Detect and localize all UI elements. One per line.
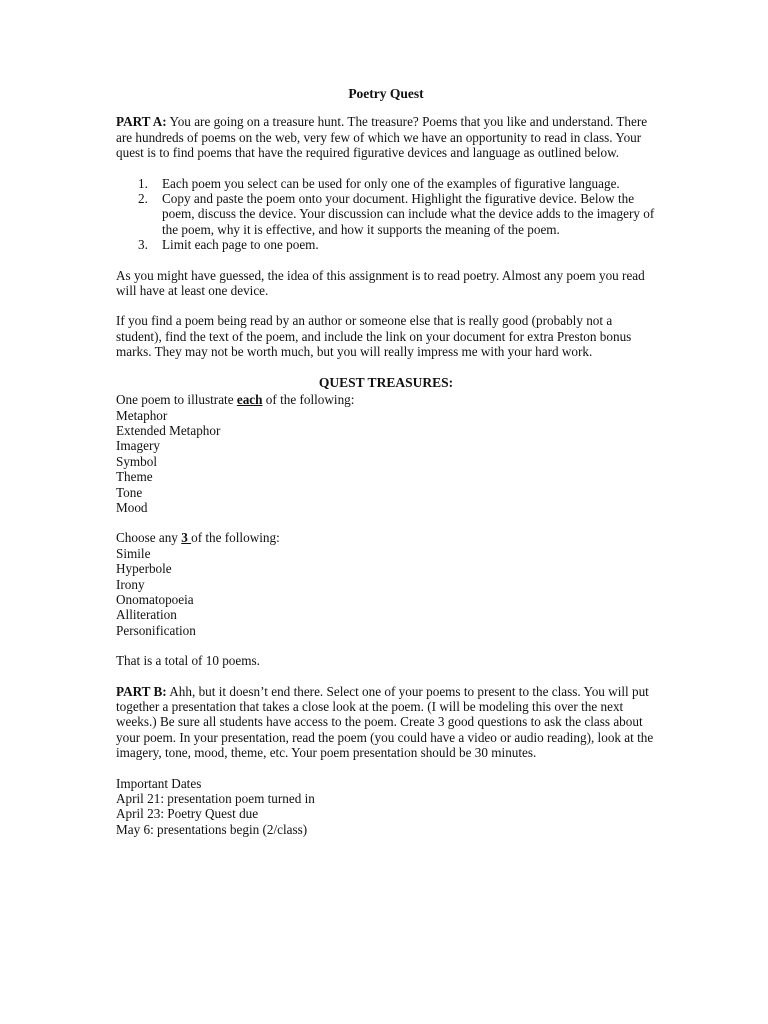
rule-number: 2. (138, 191, 148, 207)
rules-list (116, 176, 656, 253)
list-item: Symbol (116, 453, 158, 469)
rule-item (116, 191, 656, 237)
list-item: Tone (116, 484, 143, 500)
list-item: Hyperbole (116, 561, 172, 577)
treasures-heading: QUEST TREASURES: (318, 374, 454, 390)
rule-text: Each poem you select can be used for only one of the examples of figurative language. (162, 175, 620, 191)
spacer (116, 515, 656, 530)
part-a-paragraph (116, 114, 656, 160)
each-intro (116, 392, 656, 407)
part-a-text: You are going on a treasure hunt. The treasure? Poems that you like and understand. There are hundreds of poems on the web, very few of which we have an opportunity to read in class. Your quest is to find poems that have the required figurative devices and language as outlined below. (116, 114, 648, 161)
each-emphasis: each (236, 392, 263, 408)
choose-number: 3 (181, 530, 192, 546)
important-dates (116, 776, 656, 838)
part-a-label: PART A: (116, 114, 167, 130)
each-intro-before: One poem to illustrate (116, 392, 237, 408)
date-item: May 6: presentations begin (2/class) (116, 821, 308, 837)
list-item: Extended Metaphor (116, 422, 221, 438)
choose-intro-after: of the following: (191, 530, 280, 546)
guess-paragraph: As you might have guessed, the idea of this assignment is to read poetry. Almost any poem you read will have at least one device. (116, 267, 645, 299)
list-item: Metaphor (116, 407, 168, 423)
list-item: Alliteration (116, 607, 177, 623)
list-item: Mood (116, 499, 148, 515)
part-b-paragraph (116, 684, 656, 761)
spacer (116, 638, 656, 653)
choose-intro (116, 530, 656, 545)
part-b-text: Ahh, but it doesn’t end there. Select one of your poems to present to the class. You will put together a presentation that takes a close look at the poem. (I will be modeling this over the next weeks.) Be sure all students have access to the poem. Create 3 good questions to ask the class about your poem. In your presentation, read the poem (you could have a video or audio reading), look at the imagery, tone, mood, theme, etc. Your poem presentation should be 30 minutes. (116, 683, 654, 761)
part-b-label: PART B: (116, 683, 167, 699)
document-title: Poetry Quest (348, 86, 424, 101)
each-intro-after: of the following: (262, 392, 355, 408)
document-page (116, 86, 656, 837)
rule-number: 1. (138, 175, 148, 191)
rule-item (116, 176, 656, 191)
list-item: Onomatopoeia (116, 591, 194, 607)
rule-number: 3. (138, 237, 148, 253)
choose-intro-before: Choose any (116, 530, 182, 546)
date-item: April 23: Poetry Quest due (116, 806, 259, 822)
rule-item (116, 237, 656, 252)
rule-text: Limit each page to one poem. (162, 237, 319, 253)
optional-devices-list (116, 546, 656, 638)
list-item: Irony (116, 576, 145, 592)
bonus-paragraph: If you find a poem being read by an author or someone else that is really good (probably not a student), find the text of the poem, and include the link on your document for extra Preston bonus marks. They may not be worth much, but you will really impress me with your hard work. (116, 313, 632, 360)
rule-text: Copy and paste the poem onto your document. Highlight the figurative device. Below the poem, discuss the device. Your discussion can include what the device adds to the imagery of the poem, why it is effective, and how it supports the meaning of the poem. (162, 191, 655, 237)
total-line: That is a total of 10 poems. (116, 653, 260, 669)
list-item: Theme (116, 469, 153, 485)
list-item: Personification (116, 622, 196, 638)
required-devices-list (116, 408, 656, 516)
list-item: Simile (116, 545, 151, 561)
dates-heading: Important Dates (116, 775, 202, 791)
list-item: Imagery (116, 438, 160, 454)
date-item: April 21: presentation poem turned in (116, 791, 315, 807)
